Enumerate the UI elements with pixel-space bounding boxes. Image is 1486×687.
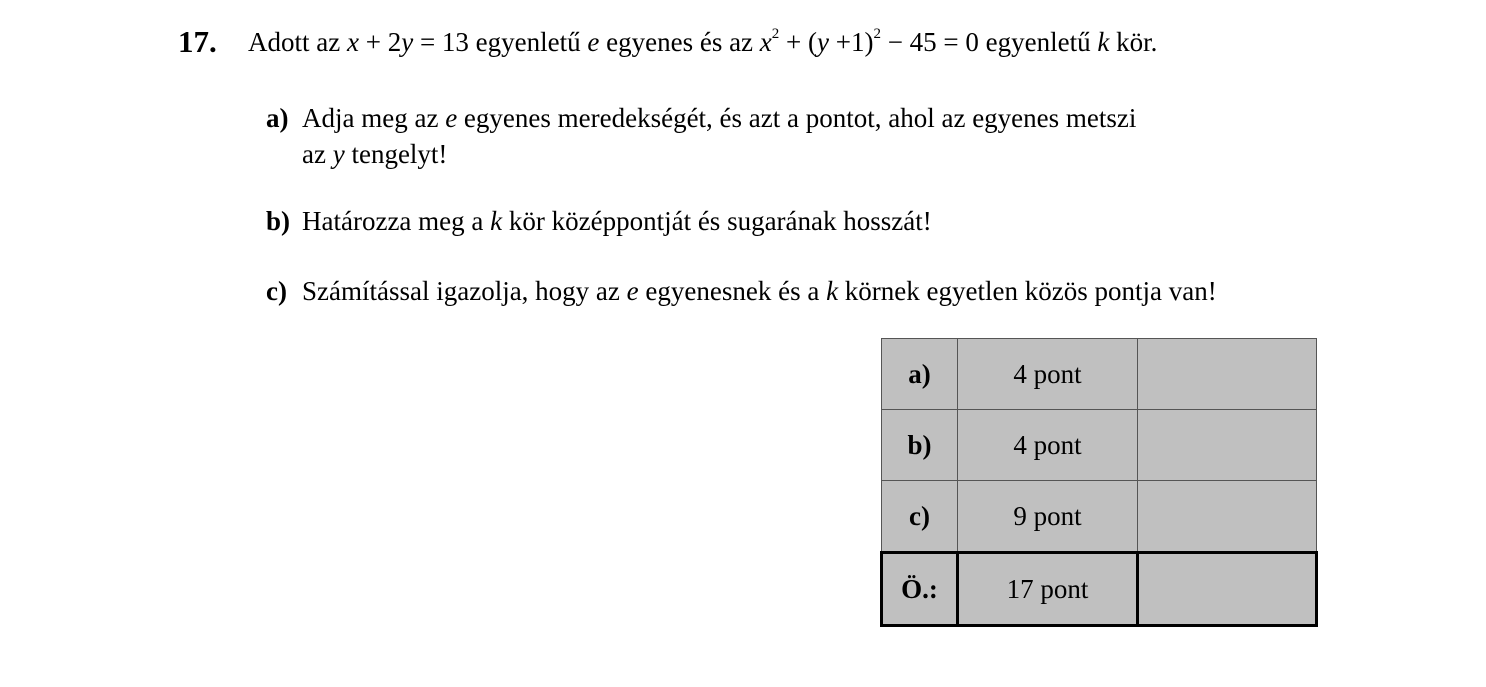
part-c-label: c) xyxy=(266,276,287,306)
part-c-mid: egyenesnek és a xyxy=(638,276,827,306)
part-b-text xyxy=(302,203,932,239)
intro-text-2: egyenletű xyxy=(468,27,588,57)
intro-text-1: Adott az xyxy=(248,27,347,57)
score-row-label: b) xyxy=(882,410,958,481)
problem-number: 17. xyxy=(178,24,217,59)
score-row-points: 9 pont xyxy=(958,481,1138,553)
eq1-var-y: y xyxy=(401,27,414,57)
part-a xyxy=(266,100,1136,172)
score-row-earned[interactable] xyxy=(1138,339,1317,410)
part-a-label: a) xyxy=(266,103,289,133)
part-b-rest: kör középpontját és sugarának hosszát! xyxy=(502,206,932,236)
part-b-label: b) xyxy=(266,206,291,236)
score-row-a xyxy=(882,339,1317,410)
eq2-rhs: − 45 = 0 xyxy=(880,27,979,57)
part-c-var-k: k xyxy=(826,276,839,306)
part-c-text xyxy=(302,273,1217,309)
eq1-rhs: = 13 xyxy=(413,27,469,57)
part-a-line2-rest: tengelyt! xyxy=(344,139,448,169)
score-row-earned[interactable] xyxy=(1138,410,1317,481)
part-b xyxy=(266,203,932,239)
score-row-total xyxy=(882,553,1317,626)
score-total-earned[interactable] xyxy=(1138,553,1317,626)
intro-text-3: egyenes és az xyxy=(599,27,760,57)
line-equation xyxy=(347,27,469,57)
score-row-c xyxy=(882,481,1317,553)
part-a-line2 xyxy=(302,139,447,169)
eq2-exponent-1: 2 xyxy=(771,26,780,42)
part-a-line2-pre: az xyxy=(302,139,333,169)
eq2-var-y: y xyxy=(817,27,829,57)
part-a-var-e: e xyxy=(445,103,458,133)
eq1-var-x: x xyxy=(346,27,359,57)
part-c xyxy=(266,273,1217,309)
score-row-b xyxy=(882,410,1317,481)
line-name: e xyxy=(587,27,600,57)
part-a-line1-rest: egyenes meredekségét, és azt a pontot, ahol az egyenes metszi xyxy=(457,103,1137,133)
eq1-middle: + 2 xyxy=(358,27,402,57)
circle-equation xyxy=(760,27,979,57)
eq2-exponent-2: 2 xyxy=(873,26,881,42)
part-a-line1-pre: Adja meg az xyxy=(302,103,446,133)
eq2-var-x: x xyxy=(759,27,772,57)
part-b-pre: Határozza meg a xyxy=(302,206,491,236)
score-row-earned[interactable] xyxy=(1138,481,1317,553)
score-row-points: 4 pont xyxy=(958,410,1138,481)
score-table xyxy=(880,338,1318,627)
part-c-pre: Számítással igazolja, hogy az xyxy=(302,276,627,306)
score-row-label: c) xyxy=(882,481,958,553)
eq2-middle-1: + ( xyxy=(779,27,817,57)
score-total-points: 17 pont xyxy=(958,553,1138,626)
score-row-label: a) xyxy=(882,339,958,410)
intro-text-5: kör. xyxy=(1109,27,1158,57)
part-a-var-y: y xyxy=(332,139,345,169)
score-row-points: 4 pont xyxy=(958,339,1138,410)
part-b-var-k: k xyxy=(490,206,503,236)
part-c-rest: körnek egyetlen közös pontja van! xyxy=(838,276,1217,306)
intro-text-4: egyenletű xyxy=(978,27,1098,57)
part-a-text xyxy=(302,100,1136,172)
circle-name: k xyxy=(1097,27,1110,57)
problem-statement xyxy=(248,22,1157,62)
part-a-line1 xyxy=(302,103,1136,133)
part-c-var-e: e xyxy=(626,276,639,306)
eq2-middle-2: +1) xyxy=(828,27,874,57)
score-total-label: Ö.: xyxy=(882,553,958,626)
